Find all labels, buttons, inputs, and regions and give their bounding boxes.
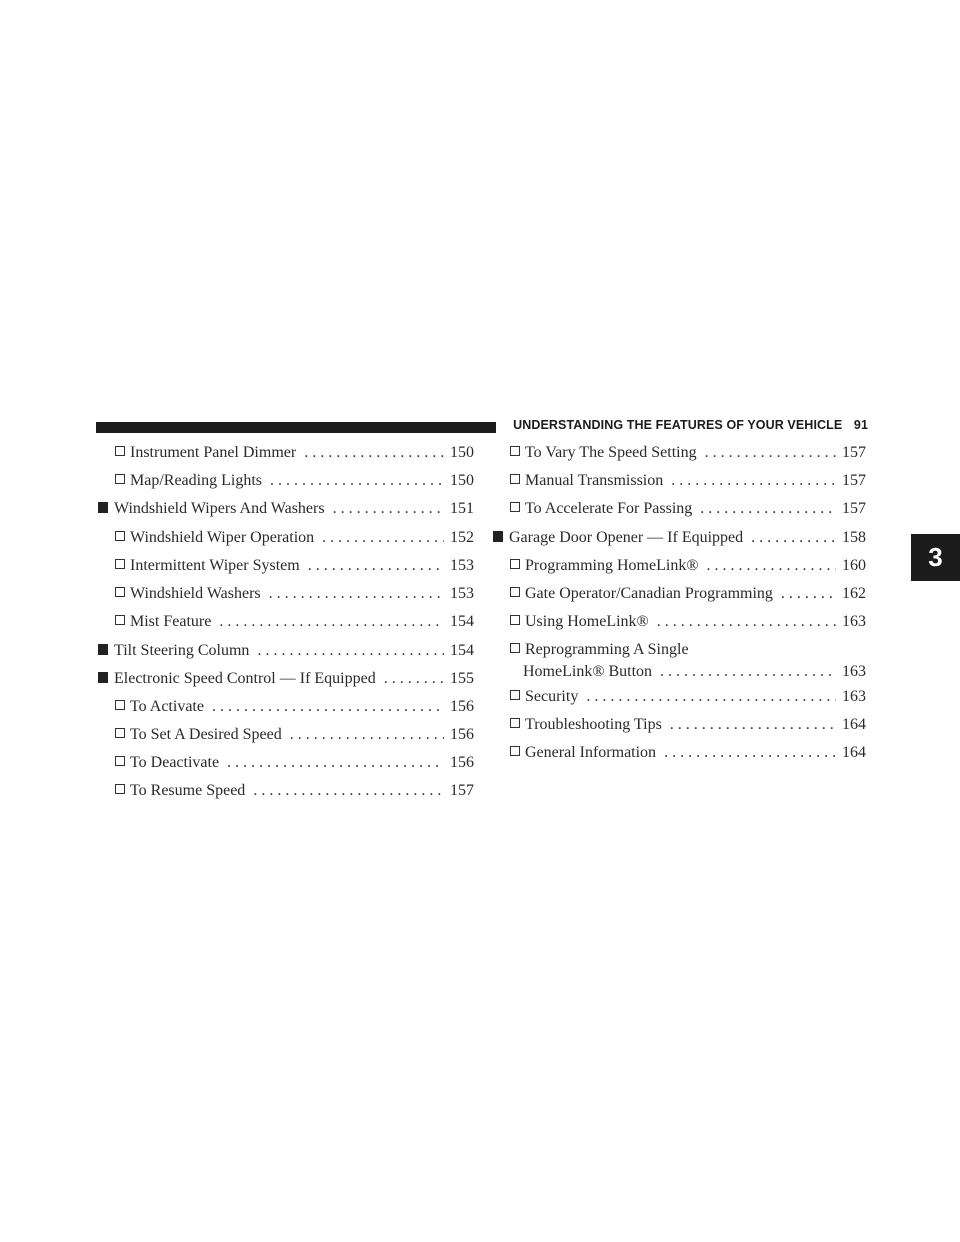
toc-entry-page: 151 [450,500,474,517]
open-box-bullet-icon [510,474,520,484]
toc-entry-page: 157 [842,500,866,517]
open-box-bullet-icon [115,474,125,484]
toc-entry [493,714,864,736]
open-box-bullet-icon [510,746,520,756]
toc-entry-page: 163 [842,688,866,705]
open-box-bullet-icon [115,700,125,710]
toc-entry-page: 150 [450,472,474,489]
toc-entry-title: Windshield Washers [130,585,261,602]
chapter-tab: 3 [911,534,960,581]
dot-leader [670,714,836,736]
toc-entry-title: Map/Reading Lights [130,472,262,489]
toc-entry [493,498,864,520]
open-box-bullet-icon [510,718,520,728]
toc-entry-page: 156 [450,726,474,743]
toc-entry-title: Windshield Wiper Operation [130,529,315,546]
dot-leader [586,686,836,708]
toc-entry-page: 156 [450,698,474,715]
dot-leader [322,527,444,549]
toc-entry-title: Gate Operator/Canadian Programming [525,585,773,602]
dot-leader [219,611,444,633]
toc-entry-title: Programming HomeLink® [525,557,699,574]
dot-leader [706,555,836,577]
open-box-bullet-icon [510,587,520,597]
open-box-bullet-icon [115,531,125,541]
dot-leader [253,780,444,802]
open-box-bullet-icon [510,615,520,625]
toc-entry-page: 154 [450,642,474,659]
toc-entry [493,639,864,683]
dot-leader [664,742,836,764]
toc-entry-page: 153 [450,585,474,602]
toc-entry [98,583,472,605]
toc-entry-title: To Vary The Speed Setting [525,444,697,461]
toc-entry-page: 158 [842,529,866,546]
dot-leader [671,470,836,492]
toc-entry [493,470,864,492]
toc-entry-title: To Set A Desired Speed [130,726,282,743]
filled-square-bullet-icon [98,672,108,683]
filled-square-bullet-icon [493,531,503,542]
dot-leader [700,498,836,520]
dot-leader [227,752,444,774]
dot-leader [270,470,444,492]
toc-entry [98,696,472,718]
open-box-bullet-icon [510,690,520,700]
toc-entry [98,668,472,690]
dot-leader [290,724,444,746]
dot-leader [657,611,836,633]
dot-leader [212,696,444,718]
toc-entry-page: 152 [450,529,474,546]
toc-entry [98,555,472,577]
toc-entry-page: 163 [842,663,866,680]
running-header [508,418,868,432]
dot-leader [384,668,444,690]
toc-entry-title: To Activate [130,698,204,715]
toc-entry-title: Intermittent Wiper System [130,557,300,574]
header-rule [96,422,496,433]
toc-entry-title: To Resume Speed [130,782,246,799]
toc-entry-page: 155 [450,670,474,687]
dot-leader [257,640,444,662]
toc-entry-title: Garage Door Opener — If Equipped [509,529,744,546]
dot-leader [660,661,836,683]
toc-entry-title: Using HomeLink® [525,613,649,630]
toc-entry-page: 157 [842,444,866,461]
toc-entry [493,686,864,708]
toc-entry-page: 154 [450,613,474,630]
toc-entry [98,752,472,774]
toc-entry-title: General Information [525,744,657,761]
open-box-bullet-icon [115,559,125,569]
toc-entry-page: 164 [842,716,866,733]
dot-leader [304,442,444,464]
open-box-bullet-icon [115,615,125,625]
toc-entry-page: 153 [450,557,474,574]
filled-square-bullet-icon [98,502,108,513]
filled-square-bullet-icon [98,644,108,655]
toc-entry-page: 162 [842,585,866,602]
toc-entry [98,780,472,802]
toc-entry-page: 160 [842,557,866,574]
toc-entry-page: 156 [450,754,474,771]
toc-entry-title: Instrument Panel Dimmer [130,444,297,461]
toc-entry [98,724,472,746]
toc-entry-page: 150 [450,444,474,461]
open-box-bullet-icon [115,587,125,597]
toc-entry-title: Electronic Speed Control — If Equipped [114,670,376,687]
open-box-bullet-icon [510,502,520,512]
toc-entry-title: Tilt Steering Column [114,642,250,659]
toc-entry-title: Manual Transmission [525,472,664,489]
dot-leader [705,442,836,464]
dot-leader [751,527,836,549]
toc-entry [493,583,864,605]
toc-entry-page: 163 [842,613,866,630]
open-box-bullet-icon [510,446,520,456]
toc-entry [98,442,472,464]
toc-entry [98,498,472,520]
toc-entry [493,555,864,577]
open-box-bullet-icon [115,728,125,738]
dot-leader [781,583,836,605]
toc-entry-title: Mist Feature [130,613,212,630]
toc-entry [98,470,472,492]
toc-entry-title: To Deactivate [130,754,220,771]
toc-entry [493,442,864,464]
toc-entry [98,527,472,549]
toc-entry-title: Security [525,688,579,705]
toc-entry [98,640,472,662]
open-box-bullet-icon [115,756,125,766]
toc-entry [493,527,864,549]
dot-leader [269,583,444,605]
page-number: 91 [853,418,868,432]
toc-entry-title: To Accelerate For Passing [525,500,693,517]
dot-leader [333,498,444,520]
section-title: UNDERSTANDING THE FEATURES OF YOUR VEHICLE [513,418,843,432]
toc-entry-page: 164 [842,744,866,761]
toc-entry-title: Reprogramming A Single [525,641,689,658]
toc-entry-page: 157 [450,782,474,799]
dot-leader [308,555,444,577]
toc-entry-title: Windshield Wipers And Washers [114,500,325,517]
toc-entry-title: Troubleshooting Tips [525,716,662,733]
open-box-bullet-icon [115,446,125,456]
toc-entry [493,611,864,633]
toc-entry-title: HomeLink® Button [523,663,653,680]
open-box-bullet-icon [510,559,520,569]
open-box-bullet-icon [510,643,520,653]
toc-entry [493,742,864,764]
open-box-bullet-icon [115,784,125,794]
toc-entry [98,611,472,633]
toc-entry-page: 157 [842,472,866,489]
